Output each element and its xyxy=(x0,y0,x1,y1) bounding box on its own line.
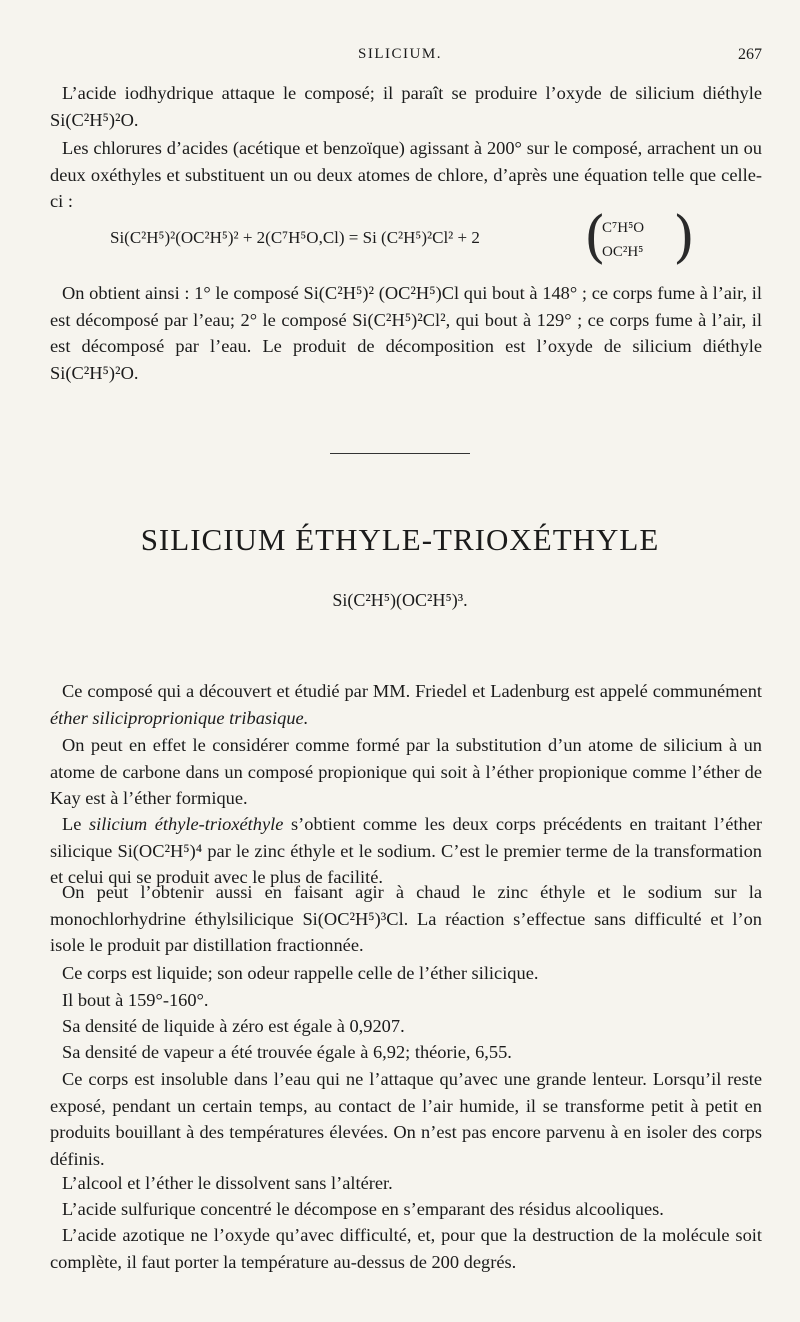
section-formula: Si(C²H⁵)(OC²H⁵)³. xyxy=(332,590,468,610)
right-paren: ) xyxy=(673,205,695,270)
paragraph-liquid xyxy=(50,960,762,987)
paragraph-text: Ce corps est liquide; son odeur rappelle celle de l’éther silicique. xyxy=(62,963,539,983)
paragraph-text: Les chlorures d’acides (acétique et benzoïque) agissant à 200° sur le composé, arrachent un ou deux oxéthyles et substituent un ou deux atomes de chlore, d’après une équation telle que celle-ci : xyxy=(50,138,762,211)
paragraph-text: On peut l’obtenir aussi en faisant agir à chaud le zinc éthyle et le sodium sur la monochlorhydrine éthylsilicique Si(OC²H⁵)³Cl. La réaction s’effectue sans difficulté et l’on isole le produit par distillation fractionnée. xyxy=(50,882,762,955)
paragraph-text: L’acide azotique ne l’oxyde qu’avec difficulté, et, pour que la destruction de la molécule soit complète, il faut porter la température au-dessus de 200 degrés. xyxy=(50,1225,762,1272)
paragraph-density-liquid xyxy=(50,1013,762,1040)
italic-term: éther siliciproprionique tribasique. xyxy=(50,707,309,728)
paragraph-text: L’acide sulfurique concentré le décompose en s’emparant des résidus alcooliques. xyxy=(62,1199,664,1219)
paragraph-insoluble xyxy=(50,1066,762,1172)
running-head xyxy=(0,46,800,70)
equation-bottom: OC²H⁵ xyxy=(602,244,644,260)
paragraph-density-vapour xyxy=(50,1039,762,1066)
paragraph-text: Il bout à 159°-160°. xyxy=(62,990,209,1010)
paragraph-text: Ce composé qui a découvert et étudié par MM. Friedel et Ladenburg est appelé communément xyxy=(62,681,762,701)
paragraph-text: L’acide iodhydrique attaque le composé; il paraît se produire l’oxyde de silicium diéthyle Si(C²H⁵)²O. xyxy=(50,83,762,130)
paragraph-text: Sa densité de liquide à zéro est égale à 0,9207. xyxy=(62,1016,405,1036)
paragraph-text: On peut en effet le considérer comme formé par la substitution d’un atome de silicium à un atome de carbone dans un composé propionique qui soit à l’éther propionique comme l’éther de Kay est à l’éther formique. xyxy=(50,735,762,808)
page-number: 267 xyxy=(738,46,762,63)
paragraph-sulfuric xyxy=(50,1196,762,1223)
paragraph-obtain xyxy=(50,280,762,386)
italic-term: silicium éthyle-trioxéthyle xyxy=(88,814,284,834)
paragraph-alternative xyxy=(50,879,762,959)
paragraph-text: s’obtient comme les deux corps précédents en traitant l’éther silicique Si(OC²H⁵)⁴ par le zinc éthyle et le sodium. C’est le premier terme de la transformation et celui qui se produit avec le plus de facilité. xyxy=(50,814,763,887)
paragraph-boiling xyxy=(50,987,762,1014)
paragraph-chlorides xyxy=(50,135,762,215)
paragraph-discovery xyxy=(50,678,762,731)
paragraph-text: Le xyxy=(62,814,89,834)
paragraph-iodhydric xyxy=(50,80,762,133)
section-title: SILICIUM ÉTHYLE-TRIOXÉTHYLE xyxy=(140,522,660,557)
paragraph-text: Sa densité de vapeur a été trouvée égale à 6,92; théorie, 6,55. xyxy=(62,1042,512,1062)
paragraph-text: Ce corps est insoluble dans l’eau qui ne l’attaque qu’avec une grande lenteur. Lorsqu’il reste exposé, pendant un certain temps, au contact de l’air humide, il se transforme petit à petit en produits bouillant à des températures élevées. On n’est pas encore parvenu à en isoler des corps définis. xyxy=(50,1069,762,1169)
paragraph-text: On obtient ainsi : 1° le composé Si(C²H⁵)² (OC²H⁵)Cl qui bout à 148° ; ce corps fume à l’air, il est décomposé par l’eau; 2° le composé Si(C²H⁵)²Cl², qui bout à 129° ; ce corps fume à l’air, il est décomposé par l’eau. Le produit de décomposition est l’oxyde de silicium diéthyle Si(C²H⁵)²O. xyxy=(50,283,762,383)
equation-left: Si(C²H⁵)²(OC²H⁵)² + 2(C⁷H⁵O,Cl) = Si (C²H⁵)²Cl² + 2 xyxy=(110,228,480,247)
paragraph-nitric xyxy=(50,1222,762,1275)
section-divider xyxy=(330,453,470,454)
equation-stack xyxy=(602,216,672,264)
running-title: SILICIUM. xyxy=(358,46,442,62)
equation-top: C⁷H⁵O xyxy=(602,220,645,236)
chemical-equation xyxy=(110,205,710,272)
paragraph-text: L’alcool et l’éther le dissolvent sans l’altérer. xyxy=(62,1173,393,1193)
left-paren: ( xyxy=(584,205,606,270)
paragraph-substitution xyxy=(50,732,762,812)
paragraph-alcohol xyxy=(50,1170,762,1197)
